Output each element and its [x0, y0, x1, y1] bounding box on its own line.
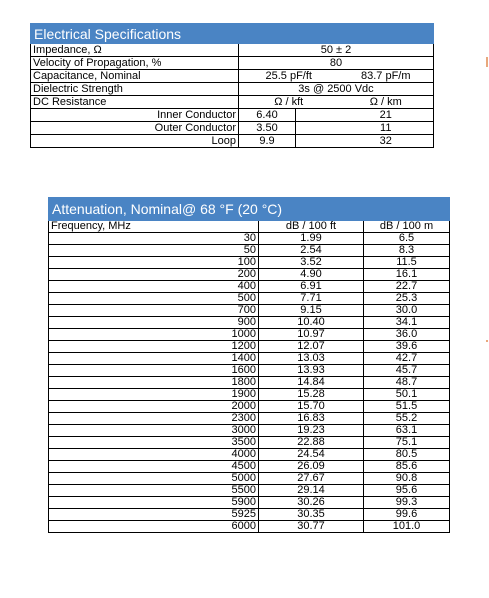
attenuation-row	[49, 293, 450, 305]
db-per-100m-cell: 25.3	[364, 293, 450, 305]
dcr-row-km: 11	[339, 122, 434, 135]
attenuation-row	[49, 413, 450, 425]
electrical-header-row	[31, 24, 434, 44]
frequency-cell: 100	[49, 257, 259, 269]
db-per-100ft-cell: 13.93	[259, 365, 364, 377]
frequency-cell: 30	[49, 233, 259, 245]
dcr-row	[31, 135, 434, 148]
db-per-100m-cell: 95.6	[364, 485, 450, 497]
attenuation-row	[49, 353, 450, 365]
frequency-cell: 2300	[49, 413, 259, 425]
capacitance-ft: 25.5 pF/ft	[239, 70, 339, 83]
db-per-100ft-cell: 30.35	[259, 509, 364, 521]
db-per-100m-cell: 99.6	[364, 509, 450, 521]
frequency-cell: 6000	[49, 521, 259, 533]
velocity-label: Velocity of Propagation, %	[31, 57, 239, 70]
db-per-100ft-cell: 15.70	[259, 401, 364, 413]
attenuation-row	[49, 509, 450, 521]
capacitance-m: 83.7 pF/m	[339, 70, 434, 83]
frequency-cell: 5925	[49, 509, 259, 521]
db-per-100ft-cell: 27.67	[259, 473, 364, 485]
dcr-row	[31, 122, 434, 135]
frequency-cell: 3000	[49, 425, 259, 437]
db-per-100ft-column-header: dB / 100 ft	[259, 221, 364, 233]
frequency-cell: 500	[49, 293, 259, 305]
db-per-100m-column-header: dB / 100 m	[364, 221, 450, 233]
db-per-100m-cell: 11.5	[364, 257, 450, 269]
db-per-100m-cell: 63.1	[364, 425, 450, 437]
impedance-row	[31, 44, 434, 57]
dielectric-label: Dielectric Strength	[31, 83, 239, 96]
attenuation-row	[49, 485, 450, 497]
frequency-cell: 5500	[49, 485, 259, 497]
db-per-100m-cell: 34.1	[364, 317, 450, 329]
db-per-100ft-cell: 13.03	[259, 353, 364, 365]
frequency-cell: 1400	[49, 353, 259, 365]
dcr-row-kft: 6.40	[239, 109, 296, 122]
db-per-100m-cell: 48.7	[364, 377, 450, 389]
db-per-100m-cell: 22.7	[364, 281, 450, 293]
frequency-cell: 200	[49, 269, 259, 281]
db-per-100ft-cell: 19.23	[259, 425, 364, 437]
dcr-row-label: Outer Conductor	[31, 122, 239, 135]
dcr-row-label: Inner Conductor	[31, 109, 239, 122]
dcr-row-km: 21	[339, 109, 434, 122]
attenuation-row	[49, 341, 450, 353]
dcr-row-kft: 3.50	[239, 122, 296, 135]
db-per-100m-cell: 75.1	[364, 437, 450, 449]
db-per-100m-cell: 8.3	[364, 245, 450, 257]
db-per-100ft-cell: 22.88	[259, 437, 364, 449]
attenuation-row	[49, 389, 450, 401]
dcr-unit-kft: Ω / kft	[239, 96, 339, 109]
db-per-100m-cell: 42.7	[364, 353, 450, 365]
db-per-100m-cell: 99.3	[364, 497, 450, 509]
attenuation-title: Attenuation, Nominal@ 68 °F (20 °C)	[49, 198, 450, 221]
velocity-value: 80	[239, 57, 434, 70]
attenuation-row	[49, 257, 450, 269]
attenuation-row	[49, 521, 450, 533]
attenuation-row	[49, 497, 450, 509]
db-per-100ft-cell: 3.52	[259, 257, 364, 269]
frequency-cell: 5000	[49, 473, 259, 485]
db-per-100ft-cell: 4.90	[259, 269, 364, 281]
db-per-100ft-cell: 16.83	[259, 413, 364, 425]
db-per-100ft-cell: 30.77	[259, 521, 364, 533]
attenuation-row	[49, 269, 450, 281]
db-per-100ft-cell: 29.14	[259, 485, 364, 497]
frequency-cell: 1200	[49, 341, 259, 353]
frequency-cell: 5900	[49, 497, 259, 509]
dielectric-value: 3s @ 2500 Vdc	[239, 83, 434, 96]
dcr-row-label: Loop	[31, 135, 239, 148]
db-per-100ft-cell: 30.26	[259, 497, 364, 509]
frequency-cell: 900	[49, 317, 259, 329]
dcr-row-kft: 9.9	[239, 135, 296, 148]
attenuation-row	[49, 245, 450, 257]
attenuation-row	[49, 401, 450, 413]
capacitance-label: Capacitance, Nominal	[31, 70, 239, 83]
frequency-cell: 700	[49, 305, 259, 317]
db-per-100m-cell: 6.5	[364, 233, 450, 245]
attenuation-row	[49, 461, 450, 473]
db-per-100ft-cell: 26.09	[259, 461, 364, 473]
frequency-cell: 1000	[49, 329, 259, 341]
frequency-cell: 400	[49, 281, 259, 293]
attenuation-row	[49, 449, 450, 461]
db-per-100m-cell: 51.5	[364, 401, 450, 413]
db-per-100ft-cell: 10.40	[259, 317, 364, 329]
db-per-100m-cell: 39.6	[364, 341, 450, 353]
frequency-column-header: Frequency, MHz	[49, 221, 259, 233]
attenuation-row	[49, 317, 450, 329]
dcr-unit-km: Ω / km	[339, 96, 434, 109]
db-per-100m-cell: 85.6	[364, 461, 450, 473]
electrical-specifications-table	[30, 23, 434, 148]
attenuation-row	[49, 473, 450, 485]
edge-mark-top	[486, 57, 488, 67]
db-per-100ft-cell: 7.71	[259, 293, 364, 305]
edge-mark-bottom	[486, 340, 488, 342]
db-per-100ft-cell: 2.54	[259, 245, 364, 257]
frequency-cell: 50	[49, 245, 259, 257]
db-per-100ft-cell: 14.84	[259, 377, 364, 389]
db-per-100m-cell: 50.1	[364, 389, 450, 401]
attenuation-rows	[49, 233, 450, 533]
db-per-100m-cell: 55.2	[364, 413, 450, 425]
dielectric-row	[31, 83, 434, 96]
attenuation-row	[49, 281, 450, 293]
db-per-100m-cell: 36.0	[364, 329, 450, 341]
db-per-100ft-cell: 24.54	[259, 449, 364, 461]
frequency-cell: 1600	[49, 365, 259, 377]
velocity-row	[31, 57, 434, 70]
db-per-100m-cell: 90.8	[364, 473, 450, 485]
db-per-100m-cell: 45.7	[364, 365, 450, 377]
db-per-100ft-cell: 10.97	[259, 329, 364, 341]
impedance-value: 50 ± 2	[239, 44, 434, 57]
attenuation-row	[49, 305, 450, 317]
attenuation-header-row	[49, 198, 450, 221]
db-per-100m-cell: 80.5	[364, 449, 450, 461]
db-per-100ft-cell: 6.91	[259, 281, 364, 293]
capacitance-row	[31, 70, 434, 83]
attenuation-row	[49, 377, 450, 389]
db-per-100ft-cell: 12.07	[259, 341, 364, 353]
dcr-units-row	[31, 96, 434, 109]
dcr-row	[31, 109, 434, 122]
frequency-cell: 2000	[49, 401, 259, 413]
dcr-label: DC Resistance	[31, 96, 239, 109]
attenuation-row	[49, 233, 450, 245]
impedance-label: Impedance, Ω	[31, 44, 239, 57]
frequency-cell: 3500	[49, 437, 259, 449]
frequency-cell: 4000	[49, 449, 259, 461]
db-per-100ft-cell: 1.99	[259, 233, 364, 245]
db-per-100ft-cell: 9.15	[259, 305, 364, 317]
electrical-title: Electrical Specifications	[31, 24, 434, 44]
attenuation-row	[49, 425, 450, 437]
frequency-cell: 1900	[49, 389, 259, 401]
attenuation-row	[49, 437, 450, 449]
attenuation-row	[49, 329, 450, 341]
db-per-100ft-cell: 15.28	[259, 389, 364, 401]
db-per-100m-cell: 101.0	[364, 521, 450, 533]
frequency-cell: 4500	[49, 461, 259, 473]
frequency-cell: 1800	[49, 377, 259, 389]
db-per-100m-cell: 16.1	[364, 269, 450, 281]
attenuation-column-headers	[49, 221, 450, 233]
db-per-100m-cell: 30.0	[364, 305, 450, 317]
dcr-row-km: 32	[339, 135, 434, 148]
attenuation-table	[48, 197, 450, 533]
attenuation-row	[49, 365, 450, 377]
